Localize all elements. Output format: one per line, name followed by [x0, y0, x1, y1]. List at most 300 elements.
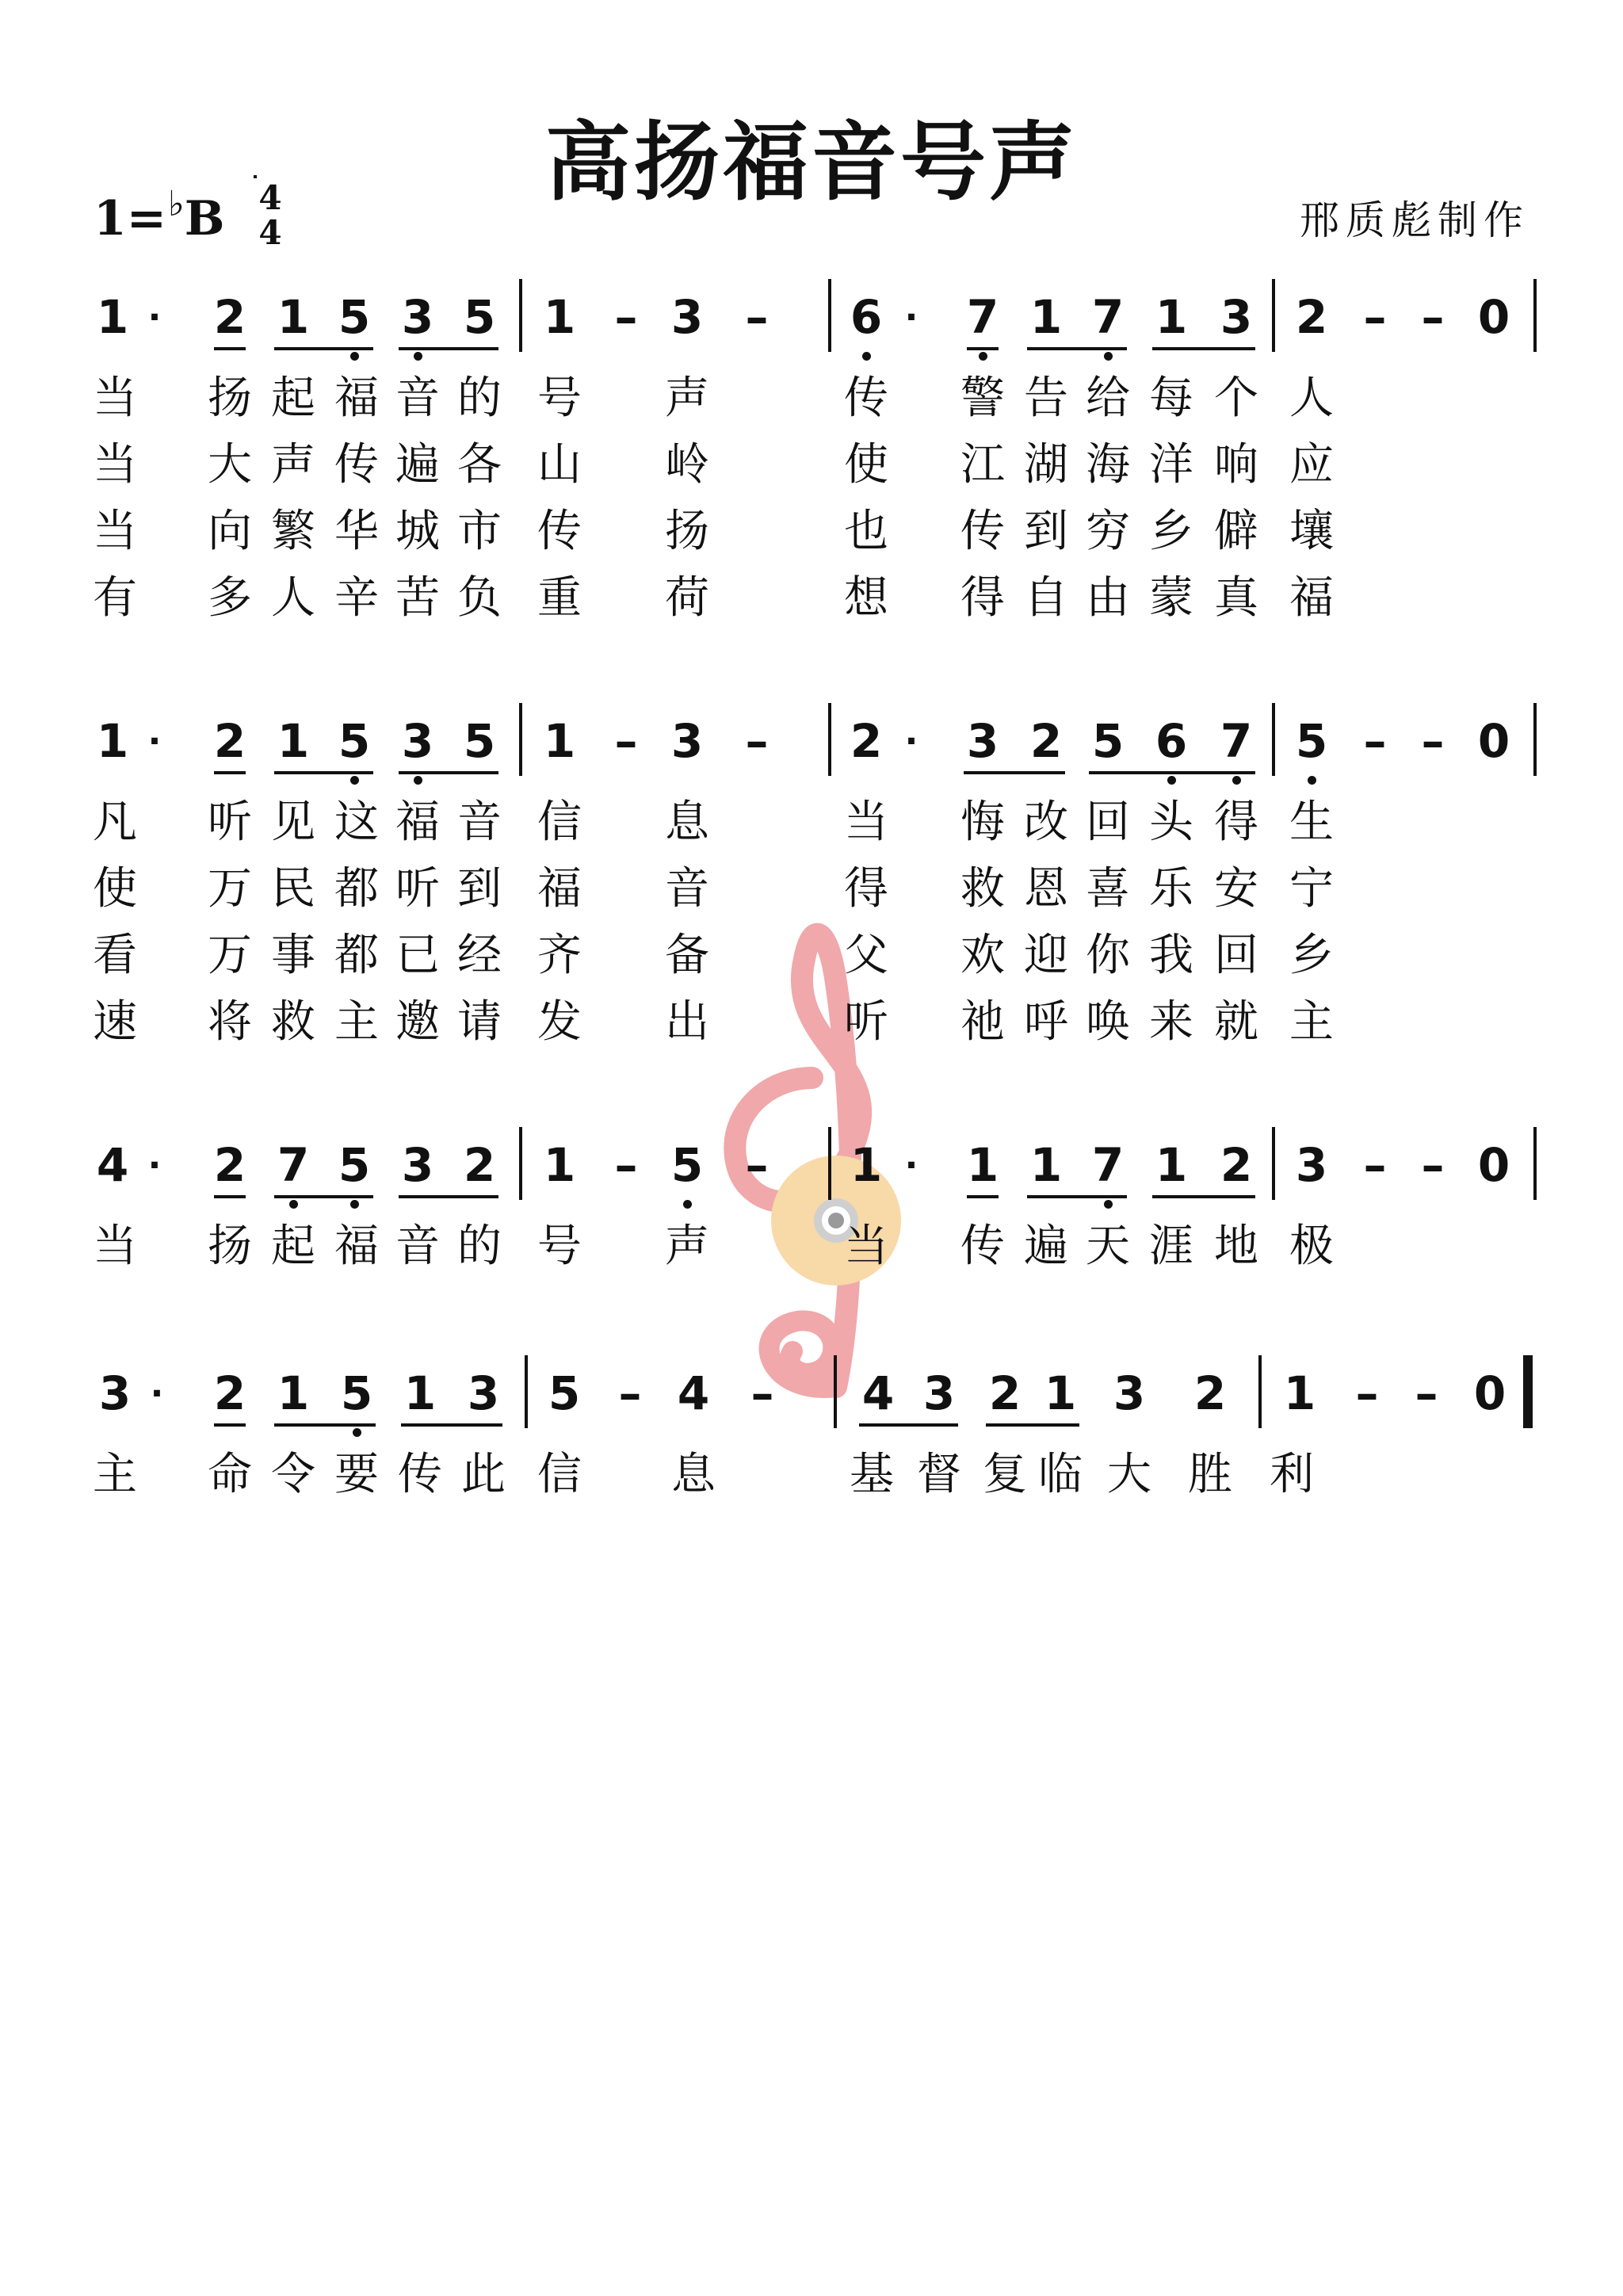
key-prefix: 1= — [94, 191, 167, 246]
lyric-syllable: 人 — [271, 572, 315, 624]
lyric-syllable: 看 — [93, 930, 137, 981]
lyric-syllable: 万 — [208, 930, 252, 981]
lyric-syllable: 喜 — [1086, 863, 1130, 915]
eighth-underline — [967, 1195, 999, 1198]
lyric-syllable: 唤 — [1086, 996, 1130, 1048]
lyric-syllable: 令 — [271, 1449, 315, 1500]
note-digit: 1 — [277, 714, 310, 768]
lyric-syllable: 响 — [1214, 439, 1258, 491]
lyric-syllable: 得 — [960, 572, 1005, 624]
eighth-beam — [1152, 1195, 1255, 1198]
note-digit: 3 — [966, 714, 999, 768]
lyric-syllable: 回 — [1086, 797, 1130, 848]
lyric-syllable: 福 — [537, 863, 582, 915]
octave-dot — [1308, 776, 1316, 785]
barline — [1533, 1127, 1537, 1200]
sustain-dash: – — [1415, 1366, 1438, 1420]
lyric-syllable: 自 — [1024, 572, 1068, 624]
key-note: B — [184, 191, 225, 246]
lyric-syllable: 使 — [844, 439, 888, 491]
sustain-dash: – — [1355, 1366, 1379, 1420]
eighth-underline — [214, 1423, 246, 1427]
lyric-syllable: 事 — [271, 930, 315, 981]
lyric-syllable: 起 — [271, 372, 315, 424]
sustain-dash: – — [745, 290, 769, 344]
note-digit: 7 — [1091, 290, 1125, 344]
lyric-syllable: 音 — [457, 797, 502, 848]
lyric-syllable: 息 — [665, 797, 709, 848]
eighth-underline — [967, 771, 999, 774]
eighth-beam — [1027, 347, 1127, 350]
eighth-beam — [986, 1423, 1079, 1427]
lyric-syllable: 宁 — [1289, 863, 1334, 915]
lyric-syllable: 起 — [271, 1221, 315, 1272]
lyric-syllable: 听 — [208, 797, 252, 848]
lyric-syllable: 齐 — [537, 930, 582, 981]
note-digit: 4 — [677, 1366, 710, 1420]
lyric-syllable: 迎 — [1024, 930, 1068, 981]
lyric-syllable: 这 — [334, 797, 379, 848]
octave-dot — [979, 352, 987, 361]
eighth-beam — [274, 347, 373, 350]
lyric-syllable: 都 — [334, 930, 379, 981]
note-digit: 1 — [1029, 290, 1063, 344]
lyric-syllable: 要 — [334, 1449, 379, 1500]
lyric-syllable: 岭 — [665, 439, 709, 491]
barline — [828, 1127, 831, 1200]
lyric-syllable: 想 — [844, 572, 888, 624]
lyric-syllable: 个 — [1214, 372, 1258, 424]
sustain-dash: – — [1421, 1138, 1445, 1192]
lyric-syllable: 都 — [334, 863, 379, 915]
lyric-syllable: 经 — [457, 930, 502, 981]
lyric-syllable: 音 — [665, 863, 709, 915]
lyric-syllable: 父 — [844, 930, 888, 981]
note-digit: 1 — [543, 1138, 576, 1192]
lyric-syllable: 此 — [461, 1449, 506, 1500]
lyric-syllable: 当 — [93, 506, 137, 557]
lyric-syllable: 见 — [271, 797, 315, 848]
sustain-dash: – — [1363, 290, 1387, 344]
lyric-syllable: 悔 — [960, 797, 1005, 848]
lyric-syllable: 主 — [93, 1449, 137, 1500]
lyric-syllable: 告 — [1024, 372, 1068, 424]
note-digit: 1 — [96, 714, 129, 768]
lyric-syllable: 海 — [1086, 439, 1130, 491]
barline — [1272, 703, 1275, 776]
note-digit: 2 — [1029, 714, 1063, 768]
lyric-syllable: 救 — [960, 863, 1005, 915]
octave-dot — [350, 352, 359, 361]
lyric-syllable: 听 — [395, 863, 440, 915]
octave-dot — [350, 776, 359, 785]
barline — [828, 279, 831, 352]
eighth-underline — [214, 771, 246, 774]
time-bottom: 4 — [258, 213, 282, 252]
octave-dot — [1104, 1200, 1113, 1209]
barline — [519, 1127, 522, 1200]
lyric-syllable: 出 — [665, 996, 709, 1048]
lyric-syllable: 僻 — [1214, 506, 1258, 557]
sustain-dash: – — [618, 1366, 642, 1420]
note-digit: 4 — [861, 1366, 895, 1420]
sustain-dash: – — [614, 714, 638, 768]
lyric-syllable: 当 — [93, 1221, 137, 1272]
lyric-syllable: 胜 — [1188, 1449, 1232, 1500]
eighth-beam — [1152, 771, 1255, 774]
flat-sign: ♭ — [168, 184, 185, 224]
note-digit: 2 — [1193, 1366, 1227, 1420]
note-digit: 5 — [463, 290, 496, 344]
lyric-syllable: 也 — [844, 506, 888, 557]
eighth-beam — [399, 771, 498, 774]
lyric-syllable: 扬 — [208, 1221, 252, 1272]
note-digit: 3 — [922, 1366, 956, 1420]
lyric-syllable: 湖 — [1024, 439, 1068, 491]
lyric-syllable: 传 — [398, 1449, 442, 1500]
octave-dot — [862, 352, 871, 361]
lyric-syllable: 将 — [208, 996, 252, 1048]
lyric-syllable: 乡 — [1149, 506, 1193, 557]
lyric-syllable: 万 — [208, 863, 252, 915]
lyric-syllable: 负 — [457, 572, 502, 624]
lyric-syllable: 华 — [334, 506, 379, 557]
sustain-dash: – — [1421, 290, 1445, 344]
time-top: 4 — [258, 178, 282, 217]
lyric-syllable: 给 — [1086, 372, 1130, 424]
lyric-syllable: 主 — [334, 996, 379, 1048]
note-digit: 5 — [1295, 714, 1328, 768]
note-digit: 5 — [548, 1366, 581, 1420]
lyric-syllable: 传 — [960, 1221, 1005, 1272]
lyric-syllable: 遍 — [1024, 1221, 1068, 1272]
note-digit: 3 — [467, 1366, 500, 1420]
note-digit: 3 — [401, 1138, 434, 1192]
octave-dot — [414, 776, 422, 785]
note-digit: 3 — [670, 714, 704, 768]
lyric-syllable: 扬 — [665, 506, 709, 557]
lyric-syllable: 苦 — [395, 572, 440, 624]
lyric-syllable: 福 — [1289, 572, 1334, 624]
lyric-syllable: 当 — [844, 797, 888, 848]
sustain-dash: – — [745, 714, 769, 768]
barline — [828, 703, 831, 776]
barline — [1272, 279, 1275, 352]
lyric-syllable: 福 — [334, 1221, 379, 1272]
note-digit: 0 — [1477, 290, 1510, 344]
note-digit: 1 — [403, 1366, 437, 1420]
octave-dot — [1167, 776, 1176, 785]
lyric-syllable: 当 — [93, 439, 137, 491]
lyric-syllable: 大 — [1107, 1449, 1151, 1500]
lyric-syllable: 民 — [271, 863, 315, 915]
note-digit: 6 — [850, 290, 883, 344]
lyric-syllable: 壤 — [1289, 506, 1334, 557]
lyric-syllable: 地 — [1214, 1221, 1258, 1272]
lyric-syllable: 祂 — [960, 996, 1005, 1048]
note-digit: 2 — [1295, 290, 1328, 344]
note-digit: 0 — [1477, 1138, 1510, 1192]
lyric-syllable: 声 — [665, 372, 709, 424]
lyric-syllable: 蒙 — [1149, 572, 1193, 624]
note-digit: 1 — [277, 290, 310, 344]
note-digit: 1 — [1029, 1138, 1063, 1192]
lyric-syllable: 速 — [93, 996, 137, 1048]
note-digit: 5 — [338, 714, 371, 768]
sustain-dash: – — [750, 1366, 774, 1420]
lyric-syllable: 传 — [844, 372, 888, 424]
note-digit: 2 — [463, 1138, 496, 1192]
augmentation-dot: · — [147, 721, 162, 762]
song-title: 高扬福音号声 — [544, 113, 1078, 212]
lyric-syllable: 应 — [1289, 439, 1334, 491]
lyric-syllable: 来 — [1149, 996, 1193, 1048]
eighth-beam — [274, 771, 373, 774]
lyric-syllable: 已 — [395, 930, 440, 981]
lyric-syllable: 我 — [1149, 930, 1193, 981]
lyric-syllable: 音 — [395, 372, 440, 424]
lyric-syllable: 邀 — [395, 996, 440, 1048]
barline — [834, 1355, 837, 1428]
note-digit: 3 — [1295, 1138, 1328, 1192]
note-digit: 6 — [1155, 714, 1188, 768]
eighth-underline — [967, 347, 999, 350]
lyric-syllable: 复 — [983, 1449, 1027, 1500]
lyric-syllable: 使 — [93, 863, 137, 915]
note-digit: 3 — [1113, 1366, 1146, 1420]
lyric-syllable: 你 — [1086, 930, 1130, 981]
lyric-syllable: 天 — [1086, 1221, 1130, 1272]
author-credit: 邢质彪制作 — [1300, 197, 1529, 243]
lyric-syllable: 基 — [850, 1449, 894, 1500]
note-digit: 2 — [213, 1366, 246, 1420]
eighth-beam — [274, 1423, 376, 1427]
sustain-dash: – — [614, 1138, 638, 1192]
lyric-syllable: 到 — [457, 863, 502, 915]
barline — [525, 1355, 528, 1428]
note-digit: 4 — [96, 1138, 129, 1192]
augmentation-dot: · — [147, 1145, 162, 1186]
music-line — [0, 1133, 1623, 1221]
lyric-syllable: 命 — [208, 1449, 252, 1500]
note-digit: 5 — [340, 1366, 373, 1420]
augmentation-dot: · — [904, 1145, 918, 1186]
lyric-syllable: 有 — [93, 572, 137, 624]
lyric-syllable: 的 — [457, 1221, 502, 1272]
lyric-syllable: 恩 — [1024, 863, 1068, 915]
lyric-syllable: 涯 — [1149, 1221, 1193, 1272]
augmentation-dot: · — [904, 721, 918, 762]
lyric-syllable: 号 — [537, 372, 582, 424]
note-digit: 1 — [850, 1138, 883, 1192]
lyric-syllable: 繁 — [271, 506, 315, 557]
lyric-syllable: 发 — [537, 996, 582, 1048]
note-digit: 2 — [213, 1138, 246, 1192]
lyric-syllable: 请 — [457, 996, 502, 1048]
lyric-syllable: 督 — [917, 1449, 961, 1500]
barline — [519, 279, 522, 352]
note-digit: 7 — [277, 1138, 310, 1192]
lyric-syllable: 生 — [1289, 797, 1334, 848]
eighth-beam — [399, 347, 498, 350]
octave-dot — [289, 1200, 298, 1209]
lyric-syllable: 真 — [1214, 572, 1258, 624]
octave-dot — [1232, 776, 1241, 785]
lyric-syllable: 福 — [334, 372, 379, 424]
lyric-syllable: 信 — [537, 797, 582, 848]
sustain-dash: – — [1363, 1138, 1387, 1192]
barline — [1258, 1355, 1262, 1428]
lyric-syllable: 头 — [1149, 797, 1193, 848]
lyric-syllable: 回 — [1214, 930, 1258, 981]
lyric-syllable: 当 — [844, 1221, 888, 1272]
augmentation-dot: · — [147, 297, 162, 338]
lyric-syllable: 遍 — [395, 439, 440, 491]
eighth-beam — [401, 1423, 502, 1427]
lyric-syllable: 向 — [208, 506, 252, 557]
lyric-syllable: 信 — [537, 1449, 582, 1500]
lyric-syllable: 到 — [1024, 506, 1068, 557]
music-line — [0, 285, 1623, 372]
lyric-syllable: 安 — [1214, 863, 1258, 915]
note-digit: 2 — [1220, 1138, 1253, 1192]
barline — [519, 703, 522, 776]
note-digit: 5 — [670, 1138, 704, 1192]
eighth-beam — [399, 1195, 498, 1198]
octave-dot — [414, 352, 422, 361]
time-signature — [252, 178, 288, 252]
barline — [1533, 703, 1537, 776]
note-digit: 1 — [1155, 290, 1188, 344]
lyric-syllable: 辛 — [334, 572, 379, 624]
lyric-syllable: 穷 — [1086, 506, 1130, 557]
eighth-beam — [1152, 347, 1255, 350]
lyric-syllable: 声 — [271, 439, 315, 491]
note-digit: 7 — [1220, 714, 1253, 768]
note-digit: 3 — [401, 290, 434, 344]
eighth-beam — [1027, 1195, 1127, 1198]
note-digit: 1 — [277, 1366, 310, 1420]
note-digit: 7 — [1091, 1138, 1125, 1192]
lyric-syllable: 改 — [1024, 797, 1068, 848]
note-digit: 5 — [463, 714, 496, 768]
note-digit: 5 — [338, 1138, 371, 1192]
note-digit: 1 — [1283, 1366, 1316, 1420]
lyric-syllable: 重 — [537, 572, 582, 624]
lyric-syllable: 福 — [395, 797, 440, 848]
lyric-syllable: 洋 — [1149, 439, 1193, 491]
eighth-beam — [859, 1423, 958, 1427]
lyric-syllable: 山 — [537, 439, 582, 491]
lyric-syllable: 大 — [208, 439, 252, 491]
sustain-dash: – — [745, 1138, 769, 1192]
lyric-syllable: 江 — [960, 439, 1005, 491]
lyric-syllable: 乐 — [1149, 863, 1193, 915]
sustain-dash: – — [1363, 714, 1387, 768]
barline — [1272, 1127, 1275, 1200]
note-digit: 1 — [543, 714, 576, 768]
note-digit: 3 — [98, 1366, 132, 1420]
lyric-syllable: 传 — [537, 506, 582, 557]
note-digit: 5 — [1091, 714, 1125, 768]
lyric-syllable: 欢 — [960, 930, 1005, 981]
barline — [1533, 279, 1537, 352]
note-digit: 5 — [338, 290, 371, 344]
lyric-syllable: 利 — [1270, 1449, 1314, 1500]
note-digit: 3 — [670, 290, 704, 344]
sustain-dash: – — [1421, 714, 1445, 768]
octave-dot — [353, 1428, 361, 1437]
lyric-syllable: 主 — [1289, 996, 1334, 1048]
note-digit: 2 — [213, 290, 246, 344]
sustain-dash: – — [614, 290, 638, 344]
music-line — [0, 1362, 1623, 1449]
note-digit: 2 — [850, 714, 883, 768]
lyric-syllable: 呼 — [1024, 996, 1068, 1048]
lyric-syllable: 声 — [665, 1221, 709, 1272]
lyric-syllable: 临 — [1038, 1449, 1083, 1500]
music-line — [0, 709, 1623, 797]
lyric-syllable: 传 — [334, 439, 379, 491]
lyric-syllable: 扬 — [208, 372, 252, 424]
note-digit: 0 — [1473, 1366, 1507, 1420]
lyric-syllable: 息 — [671, 1449, 716, 1500]
note-digit: 1 — [1155, 1138, 1188, 1192]
lyric-syllable: 各 — [457, 439, 502, 491]
key-signature — [94, 184, 225, 246]
lyric-syllable: 警 — [960, 372, 1005, 424]
octave-dot — [683, 1200, 692, 1209]
lyric-syllable: 凡 — [93, 797, 137, 848]
lyric-syllable: 备 — [665, 930, 709, 981]
lyric-syllable: 音 — [395, 1221, 440, 1272]
note-digit: 1 — [543, 290, 576, 344]
lyric-syllable: 荷 — [665, 572, 709, 624]
lyric-syllable: 当 — [93, 372, 137, 424]
note-digit: 2 — [213, 714, 246, 768]
note-digit: 1 — [1044, 1366, 1077, 1420]
lyric-syllable: 城 — [395, 506, 440, 557]
eighth-beam — [274, 1195, 373, 1198]
augmentation-dot: · — [150, 1373, 164, 1414]
note-digit: 0 — [1477, 714, 1510, 768]
note-digit: 2 — [988, 1366, 1022, 1420]
eighth-underline — [214, 347, 246, 350]
lyric-syllable: 市 — [457, 506, 502, 557]
augmentation-dot: · — [904, 297, 918, 338]
eighth-underline — [214, 1195, 246, 1198]
note-digit: 1 — [966, 1138, 999, 1192]
note-digit: 3 — [401, 714, 434, 768]
lyric-syllable: 由 — [1086, 572, 1130, 624]
note-digit: 1 — [96, 290, 129, 344]
lyric-syllable: 听 — [844, 996, 888, 1048]
octave-dot — [350, 1200, 359, 1209]
final-barline — [1523, 1355, 1533, 1428]
lyric-syllable: 人 — [1289, 372, 1334, 424]
note-digit: 7 — [966, 290, 999, 344]
lyric-syllable: 得 — [1214, 797, 1258, 848]
lyric-syllable: 极 — [1289, 1221, 1334, 1272]
lyric-syllable: 得 — [844, 863, 888, 915]
lyric-syllable: 乡 — [1289, 930, 1334, 981]
lyric-syllable: 就 — [1214, 996, 1258, 1048]
lyric-syllable: 救 — [271, 996, 315, 1048]
note-digit: 3 — [1220, 290, 1253, 344]
octave-dot — [1104, 352, 1113, 361]
lyric-syllable: 多 — [208, 572, 252, 624]
lyric-syllable: 传 — [960, 506, 1005, 557]
